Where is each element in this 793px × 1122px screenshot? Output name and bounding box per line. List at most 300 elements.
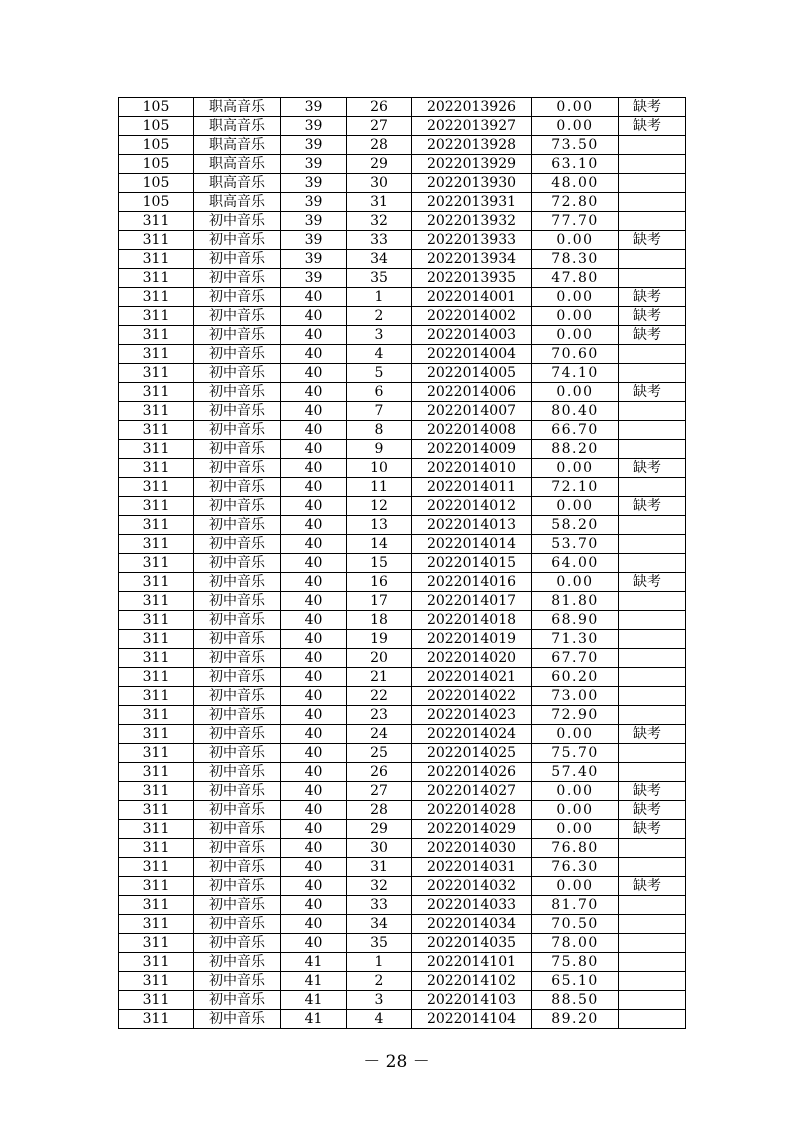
seat-cell: 6: [347, 383, 412, 402]
subject-cell: 初中音乐: [194, 383, 281, 402]
seat-cell: 3: [347, 991, 412, 1010]
seat-cell: 21: [347, 668, 412, 687]
seat-cell: 33: [347, 896, 412, 915]
table-row: [119, 782, 686, 801]
table-row: [119, 478, 686, 497]
ticket-number-cell: 2022014013: [412, 516, 532, 535]
score-cell: 58.20: [532, 516, 619, 535]
ticket-number-cell: 2022014017: [412, 592, 532, 611]
room-cell: 40: [281, 858, 347, 877]
table-row: [119, 592, 686, 611]
code-cell: 311: [119, 421, 194, 440]
table-row: [119, 953, 686, 972]
table-row: [119, 706, 686, 725]
code-cell: 311: [119, 307, 194, 326]
note-cell: [619, 155, 686, 174]
subject-cell: 初中音乐: [194, 231, 281, 250]
room-cell: 40: [281, 364, 347, 383]
room-cell: 39: [281, 117, 347, 136]
code-cell: 311: [119, 1010, 194, 1029]
room-cell: 40: [281, 763, 347, 782]
note-cell: 缺考: [619, 801, 686, 820]
seat-cell: 1: [347, 953, 412, 972]
note-cell: [619, 193, 686, 212]
note-cell: [619, 915, 686, 934]
seat-cell: 23: [347, 706, 412, 725]
ticket-number-cell: 2022014031: [412, 858, 532, 877]
score-cell: 73.50: [532, 136, 619, 155]
table-row: [119, 421, 686, 440]
code-cell: 311: [119, 820, 194, 839]
table-row: [119, 250, 686, 269]
seat-cell: 7: [347, 402, 412, 421]
note-cell: [619, 402, 686, 421]
table-row: [119, 972, 686, 991]
subject-cell: 初中音乐: [194, 554, 281, 573]
room-cell: 40: [281, 877, 347, 896]
seat-cell: 35: [347, 269, 412, 288]
seat-cell: 28: [347, 136, 412, 155]
score-cell: 78.30: [532, 250, 619, 269]
note-cell: [619, 687, 686, 706]
code-cell: 105: [119, 193, 194, 212]
score-cell: 0.00: [532, 288, 619, 307]
seat-cell: 19: [347, 630, 412, 649]
ticket-number-cell: 2022014034: [412, 915, 532, 934]
seat-cell: 30: [347, 839, 412, 858]
score-cell: 80.40: [532, 402, 619, 421]
table-row: [119, 744, 686, 763]
note-cell: 缺考: [619, 383, 686, 402]
room-cell: 40: [281, 345, 347, 364]
subject-cell: 初中音乐: [194, 839, 281, 858]
seat-cell: 34: [347, 250, 412, 269]
ticket-number-cell: 2022014029: [412, 820, 532, 839]
score-cell: 0.00: [532, 326, 619, 345]
subject-cell: 初中音乐: [194, 288, 281, 307]
subject-cell: 职高音乐: [194, 193, 281, 212]
score-cell: 70.50: [532, 915, 619, 934]
note-cell: 缺考: [619, 573, 686, 592]
room-cell: 40: [281, 402, 347, 421]
ticket-number-cell: 2022013933: [412, 231, 532, 250]
room-cell: 40: [281, 554, 347, 573]
table-row: [119, 231, 686, 250]
subject-cell: 初中音乐: [194, 896, 281, 915]
code-cell: 311: [119, 972, 194, 991]
table-row: [119, 573, 686, 592]
room-cell: 40: [281, 611, 347, 630]
note-cell: 缺考: [619, 288, 686, 307]
seat-cell: 28: [347, 801, 412, 820]
note-cell: [619, 630, 686, 649]
room-cell: 39: [281, 250, 347, 269]
subject-cell: 初中音乐: [194, 763, 281, 782]
room-cell: 40: [281, 459, 347, 478]
seat-cell: 17: [347, 592, 412, 611]
subject-cell: 初中音乐: [194, 706, 281, 725]
note-cell: [619, 839, 686, 858]
note-cell: [619, 668, 686, 687]
subject-cell: 初中音乐: [194, 687, 281, 706]
score-cell: 0.00: [532, 801, 619, 820]
ticket-number-cell: 2022014007: [412, 402, 532, 421]
ticket-number-cell: 2022013927: [412, 117, 532, 136]
seat-cell: 4: [347, 345, 412, 364]
table-row: [119, 1010, 686, 1029]
note-cell: [619, 440, 686, 459]
subject-cell: 初中音乐: [194, 630, 281, 649]
code-cell: 311: [119, 459, 194, 478]
subject-cell: 初中音乐: [194, 421, 281, 440]
subject-cell: 初中音乐: [194, 307, 281, 326]
note-cell: [619, 896, 686, 915]
code-cell: 105: [119, 136, 194, 155]
note-cell: [619, 706, 686, 725]
room-cell: 40: [281, 497, 347, 516]
subject-cell: 职高音乐: [194, 174, 281, 193]
seat-cell: 16: [347, 573, 412, 592]
table-row: [119, 801, 686, 820]
table-row: [119, 364, 686, 383]
table-row: [119, 934, 686, 953]
room-cell: 40: [281, 383, 347, 402]
table-row: [119, 763, 686, 782]
code-cell: 311: [119, 934, 194, 953]
code-cell: 311: [119, 630, 194, 649]
subject-cell: 初中音乐: [194, 592, 281, 611]
code-cell: 311: [119, 345, 194, 364]
room-cell: 39: [281, 231, 347, 250]
room-cell: 40: [281, 326, 347, 345]
code-cell: 311: [119, 915, 194, 934]
code-cell: 311: [119, 801, 194, 820]
ticket-number-cell: 2022013934: [412, 250, 532, 269]
room-cell: 40: [281, 744, 347, 763]
ticket-number-cell: 2022014021: [412, 668, 532, 687]
code-cell: 311: [119, 877, 194, 896]
subject-cell: 初中音乐: [194, 364, 281, 383]
score-cell: 0.00: [532, 231, 619, 250]
ticket-number-cell: 2022014027: [412, 782, 532, 801]
table-row: [119, 288, 686, 307]
table-row: [119, 440, 686, 459]
room-cell: 40: [281, 478, 347, 497]
room-cell: 40: [281, 839, 347, 858]
subject-cell: 初中音乐: [194, 972, 281, 991]
ticket-number-cell: 2022014001: [412, 288, 532, 307]
note-cell: [619, 611, 686, 630]
seat-cell: 26: [347, 763, 412, 782]
subject-cell: 职高音乐: [194, 155, 281, 174]
score-cell: 76.80: [532, 839, 619, 858]
table-row: [119, 402, 686, 421]
seat-cell: 14: [347, 535, 412, 554]
note-cell: [619, 421, 686, 440]
room-cell: 40: [281, 687, 347, 706]
score-cell: 47.80: [532, 269, 619, 288]
ticket-number-cell: 2022014004: [412, 345, 532, 364]
room-cell: 40: [281, 934, 347, 953]
note-cell: 缺考: [619, 98, 686, 117]
code-cell: 311: [119, 725, 194, 744]
score-cell: 0.00: [532, 459, 619, 478]
room-cell: 40: [281, 440, 347, 459]
ticket-number-cell: 2022014026: [412, 763, 532, 782]
score-cell: 0.00: [532, 307, 619, 326]
score-cell: 0.00: [532, 497, 619, 516]
note-cell: [619, 364, 686, 383]
code-cell: 311: [119, 554, 194, 573]
note-cell: [619, 991, 686, 1010]
code-cell: 311: [119, 763, 194, 782]
score-cell: 0.00: [532, 725, 619, 744]
ticket-number-cell: 2022013930: [412, 174, 532, 193]
note-cell: [619, 554, 686, 573]
code-cell: 311: [119, 611, 194, 630]
subject-cell: 初中音乐: [194, 478, 281, 497]
score-cell: 0.00: [532, 117, 619, 136]
table-row: [119, 991, 686, 1010]
table-row: [119, 877, 686, 896]
ticket-number-cell: 2022013929: [412, 155, 532, 174]
seat-cell: 13: [347, 516, 412, 535]
note-cell: 缺考: [619, 117, 686, 136]
table-row: [119, 915, 686, 934]
score-cell: 64.00: [532, 554, 619, 573]
code-cell: 311: [119, 896, 194, 915]
score-cell: 72.80: [532, 193, 619, 212]
note-cell: [619, 972, 686, 991]
ticket-number-cell: 2022014022: [412, 687, 532, 706]
seat-cell: 31: [347, 858, 412, 877]
score-cell: 0.00: [532, 573, 619, 592]
room-cell: 39: [281, 212, 347, 231]
seat-cell: 27: [347, 782, 412, 801]
seat-cell: 35: [347, 934, 412, 953]
room-cell: 40: [281, 592, 347, 611]
score-cell: 48.00: [532, 174, 619, 193]
code-cell: 311: [119, 478, 194, 497]
subject-cell: 初中音乐: [194, 725, 281, 744]
note-cell: 缺考: [619, 307, 686, 326]
seat-cell: 32: [347, 212, 412, 231]
ticket-number-cell: 2022013928: [412, 136, 532, 155]
ticket-number-cell: 2022014023: [412, 706, 532, 725]
code-cell: 311: [119, 687, 194, 706]
table-row: [119, 535, 686, 554]
room-cell: 39: [281, 155, 347, 174]
ticket-number-cell: 2022014104: [412, 1010, 532, 1029]
ticket-number-cell: 2022014028: [412, 801, 532, 820]
score-cell: 75.70: [532, 744, 619, 763]
note-cell: [619, 1010, 686, 1029]
ticket-number-cell: 2022013932: [412, 212, 532, 231]
room-cell: 40: [281, 307, 347, 326]
table-row: [119, 839, 686, 858]
room-cell: 39: [281, 98, 347, 117]
score-cell: 70.60: [532, 345, 619, 364]
room-cell: 41: [281, 953, 347, 972]
note-cell: 缺考: [619, 497, 686, 516]
score-cell: 63.10: [532, 155, 619, 174]
table-row: [119, 307, 686, 326]
score-cell: 75.80: [532, 953, 619, 972]
subject-cell: 初中音乐: [194, 1010, 281, 1029]
score-cell: 88.50: [532, 991, 619, 1010]
score-cell: 81.80: [532, 592, 619, 611]
seat-cell: 29: [347, 155, 412, 174]
table-row: [119, 497, 686, 516]
table-row: [119, 326, 686, 345]
code-cell: 105: [119, 98, 194, 117]
ticket-number-cell: 2022014003: [412, 326, 532, 345]
code-cell: 311: [119, 326, 194, 345]
ticket-number-cell: 2022014011: [412, 478, 532, 497]
page-number: － 28 －: [363, 1052, 430, 1072]
ticket-number-cell: 2022014032: [412, 877, 532, 896]
code-cell: 311: [119, 231, 194, 250]
room-cell: 41: [281, 1010, 347, 1029]
code-cell: 311: [119, 535, 194, 554]
score-cell: 81.70: [532, 896, 619, 915]
subject-cell: 初中音乐: [194, 250, 281, 269]
subject-cell: 初中音乐: [194, 649, 281, 668]
ticket-number-cell: 2022013926: [412, 98, 532, 117]
room-cell: 40: [281, 421, 347, 440]
subject-cell: 职高音乐: [194, 136, 281, 155]
seat-cell: 12: [347, 497, 412, 516]
score-table: [118, 97, 686, 1029]
note-cell: 缺考: [619, 459, 686, 478]
room-cell: 40: [281, 630, 347, 649]
seat-cell: 5: [347, 364, 412, 383]
code-cell: 311: [119, 440, 194, 459]
table-row: [119, 516, 686, 535]
table-row: [119, 383, 686, 402]
score-cell: 76.30: [532, 858, 619, 877]
score-table-body: [119, 98, 686, 1029]
note-cell: [619, 212, 686, 231]
code-cell: 311: [119, 782, 194, 801]
ticket-number-cell: 2022014030: [412, 839, 532, 858]
room-cell: 41: [281, 991, 347, 1010]
seat-cell: 27: [347, 117, 412, 136]
subject-cell: 初中音乐: [194, 611, 281, 630]
seat-cell: 11: [347, 478, 412, 497]
note-cell: 缺考: [619, 326, 686, 345]
room-cell: 39: [281, 136, 347, 155]
ticket-number-cell: 2022014009: [412, 440, 532, 459]
seat-cell: 15: [347, 554, 412, 573]
table-row: [119, 668, 686, 687]
note-cell: [619, 136, 686, 155]
code-cell: 311: [119, 383, 194, 402]
ticket-number-cell: 2022014014: [412, 535, 532, 554]
subject-cell: 初中音乐: [194, 858, 281, 877]
score-cell: 74.10: [532, 364, 619, 383]
table-row: [119, 345, 686, 364]
ticket-number-cell: 2022013935: [412, 269, 532, 288]
seat-cell: 3: [347, 326, 412, 345]
seat-cell: 26: [347, 98, 412, 117]
code-cell: 311: [119, 953, 194, 972]
code-cell: 311: [119, 668, 194, 687]
seat-cell: 30: [347, 174, 412, 193]
score-cell: 88.20: [532, 440, 619, 459]
note-cell: 缺考: [619, 820, 686, 839]
ticket-number-cell: 2022014010: [412, 459, 532, 478]
note-cell: [619, 649, 686, 668]
score-cell: 72.10: [532, 478, 619, 497]
ticket-number-cell: 2022014002: [412, 307, 532, 326]
ticket-number-cell: 2022014103: [412, 991, 532, 1010]
seat-cell: 29: [347, 820, 412, 839]
room-cell: 39: [281, 174, 347, 193]
table-row: [119, 212, 686, 231]
subject-cell: 职高音乐: [194, 98, 281, 117]
subject-cell: 初中音乐: [194, 535, 281, 554]
score-cell: 72.90: [532, 706, 619, 725]
code-cell: 311: [119, 592, 194, 611]
table-row: [119, 820, 686, 839]
room-cell: 40: [281, 801, 347, 820]
subject-cell: 初中音乐: [194, 820, 281, 839]
code-cell: 311: [119, 573, 194, 592]
score-cell: 0.00: [532, 820, 619, 839]
score-cell: 73.00: [532, 687, 619, 706]
table-row: [119, 858, 686, 877]
code-cell: 105: [119, 155, 194, 174]
score-cell: 67.70: [532, 649, 619, 668]
subject-cell: 初中音乐: [194, 953, 281, 972]
code-cell: 311: [119, 288, 194, 307]
code-cell: 311: [119, 402, 194, 421]
room-cell: 40: [281, 668, 347, 687]
ticket-number-cell: 2022014018: [412, 611, 532, 630]
score-cell: 0.00: [532, 877, 619, 896]
ticket-number-cell: 2022014006: [412, 383, 532, 402]
code-cell: 311: [119, 991, 194, 1010]
table-row: [119, 269, 686, 288]
code-cell: 311: [119, 706, 194, 725]
subject-cell: 初中音乐: [194, 744, 281, 763]
ticket-number-cell: 2022013931: [412, 193, 532, 212]
room-cell: 40: [281, 820, 347, 839]
room-cell: 40: [281, 706, 347, 725]
seat-cell: 34: [347, 915, 412, 934]
code-cell: 311: [119, 839, 194, 858]
room-cell: 40: [281, 725, 347, 744]
subject-cell: 职高音乐: [194, 117, 281, 136]
ticket-number-cell: 2022014015: [412, 554, 532, 573]
score-cell: 0.00: [532, 782, 619, 801]
subject-cell: 初中音乐: [194, 269, 281, 288]
code-cell: 311: [119, 744, 194, 763]
room-cell: 39: [281, 269, 347, 288]
note-cell: [619, 858, 686, 877]
score-cell: 78.00: [532, 934, 619, 953]
subject-cell: 初中音乐: [194, 497, 281, 516]
note-cell: [619, 535, 686, 554]
seat-cell: 8: [347, 421, 412, 440]
subject-cell: 初中音乐: [194, 915, 281, 934]
note-cell: [619, 345, 686, 364]
seat-cell: 22: [347, 687, 412, 706]
subject-cell: 初中音乐: [194, 877, 281, 896]
ticket-number-cell: 2022014101: [412, 953, 532, 972]
subject-cell: 初中音乐: [194, 212, 281, 231]
